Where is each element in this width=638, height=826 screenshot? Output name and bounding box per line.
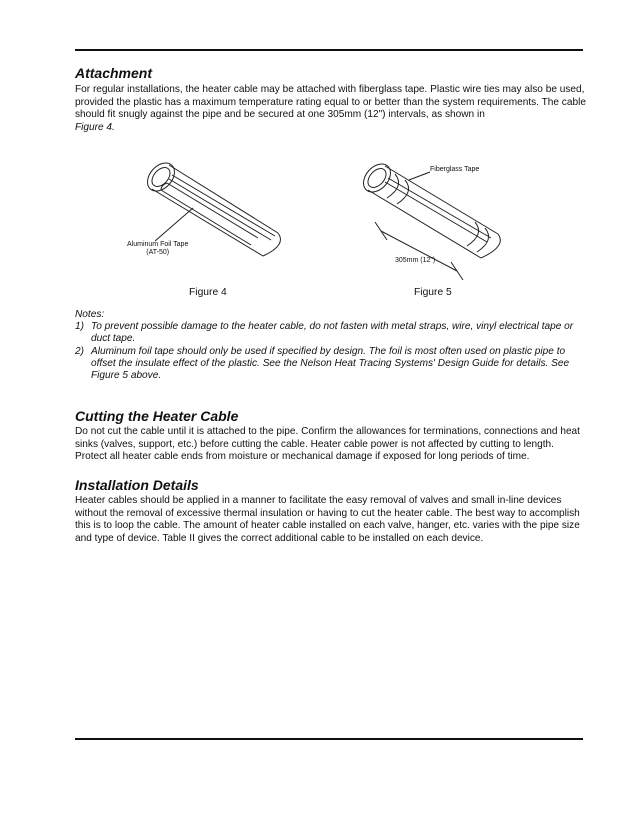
spacing-dimension-label: 305mm (12") — [395, 257, 436, 264]
foil-tape-label-line1: Aluminum Foil Tape — [127, 241, 189, 248]
notes-title: Notes: — [75, 309, 105, 320]
figures-area — [75, 150, 583, 310]
note-number: 2) — [75, 345, 84, 357]
figure-5-caption: Figure 5 — [414, 287, 452, 298]
attachment-text: For regular installations, the heater cable may be attached with fiberglass tape. Plastic wire ties may also be used, provided the plastic has a maximum temperature rating equal to or better than the system requirements. The cable should fit snugly against the pipe and be secured at one 305mm (12") intervals, as shown in — [75, 84, 586, 120]
bottom-rule — [75, 738, 583, 740]
notes-section — [75, 309, 587, 382]
note-item — [75, 346, 587, 383]
note-text: Aluminum foil tape should only be used if specified by design. The foil is most often used on plastic pipe to offset the insulate effect of the plastic. See the Nelson Heat Tracing Systems' Design Guide for details. See Figure 5 above. — [91, 345, 570, 382]
cutting-paragraph: Do not cut the cable until it is attached to the pipe. Confirm the allowances for terminations, connections and heat sinks (valves, support, etc.) before cutting the cable. Heater cable power is not affected by cutting to length. Protect all heater cable ends from moisture or mechanical damage if exposed for long periods of time. — [75, 426, 580, 462]
attachment-heading: Attachment — [75, 65, 153, 81]
pipe-illustrations — [75, 150, 583, 310]
installation-paragraph: Heater cables should be applied in a manner to facilitate the easy removal of valves and small in-line devices without the removal of excessive thermal insulation or having to cut the heater cable. The best way to accomplish this is to loop the cable. The amount of heater cable installed on each valve, hanger, etc. varies with the pipe size and type of device. Table II gives the correct additional cable to be installed on each device. — [75, 495, 580, 544]
foil-tape-label — [127, 241, 188, 257]
figure-4-reference: Figure 4. — [75, 121, 115, 133]
installation-heading: Installation Details — [75, 477, 199, 493]
note-text: To prevent possible damage to the heater cable, do not fasten with metal straps, wire, vinyl electrical tape or duct tape. — [91, 321, 574, 345]
figure-4-caption: Figure 4 — [189, 287, 227, 298]
foil-tape-label-line2: (AT-50) — [146, 249, 170, 256]
cutting-heading: Cutting the Heater Cable — [75, 408, 239, 424]
fiberglass-tape-label: Fiberglass Tape — [430, 166, 480, 173]
attachment-paragraph — [75, 84, 587, 134]
note-number: 1) — [75, 321, 84, 333]
note-item — [75, 321, 587, 345]
top-rule — [75, 49, 583, 51]
